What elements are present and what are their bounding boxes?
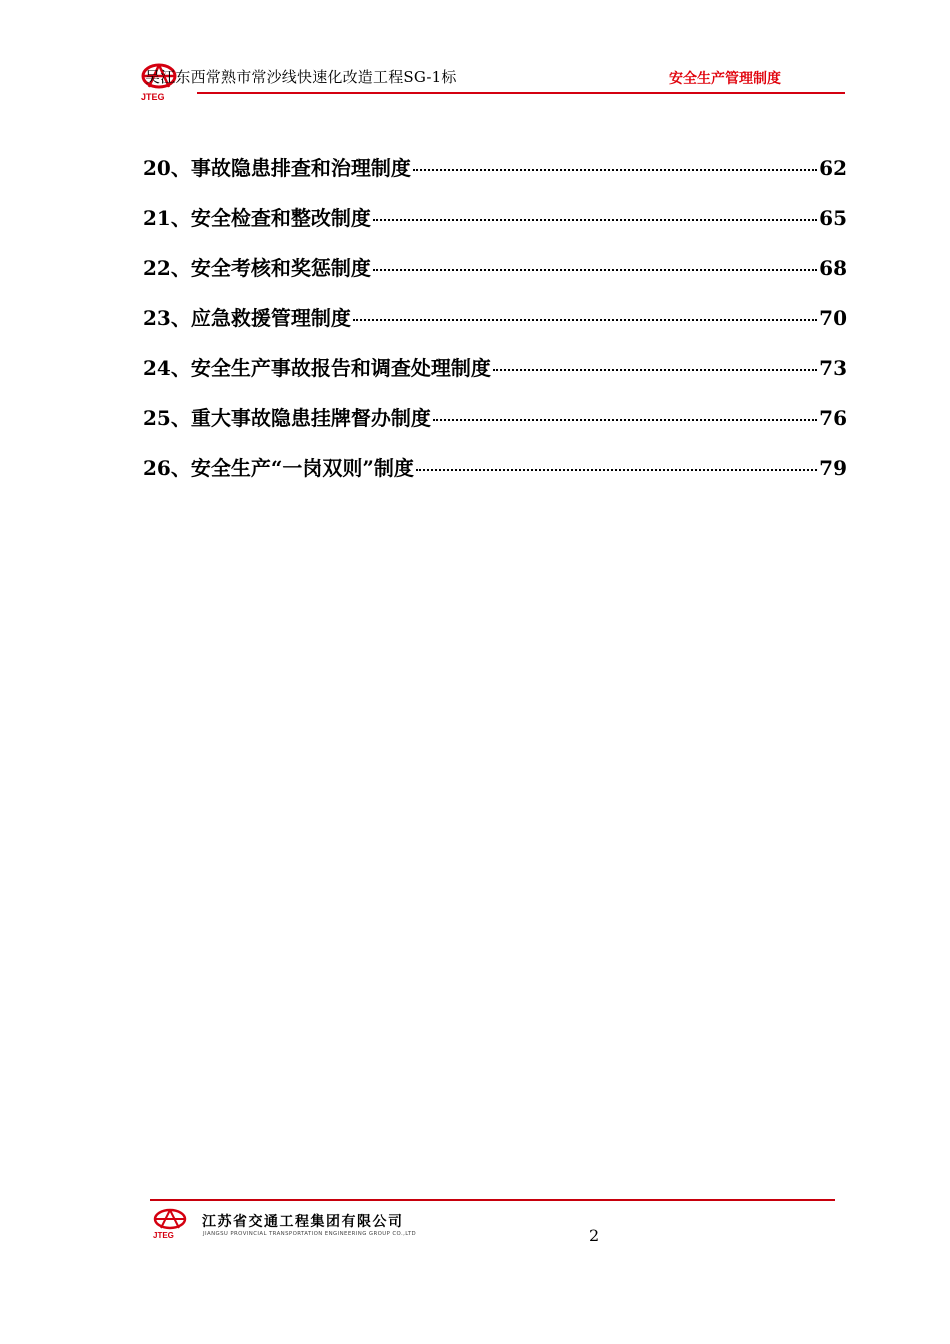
toc-leader-dots	[416, 469, 817, 471]
toc-entry-page: 70	[819, 306, 847, 330]
toc-entry-page: 62	[819, 156, 847, 180]
toc-entry[interactable]	[143, 302, 847, 352]
toc-entry-label: 23、应急救援管理制度	[143, 306, 351, 330]
svg-text:JTEG: JTEG	[153, 1231, 174, 1239]
toc-entry[interactable]	[143, 152, 847, 202]
toc-entry-page: 65	[819, 206, 847, 230]
toc-entry-label: 21、安全检查和整改制度	[143, 206, 371, 230]
toc-entry-page: 79	[819, 456, 847, 480]
header-title: 吴江东西常熟市常沙线快速化改造工程SG-1标	[145, 68, 457, 86]
toc-entry[interactable]	[143, 352, 847, 402]
header-divider	[197, 92, 845, 94]
footer-company-name: 江苏省交通工程集团有限公司	[202, 1214, 404, 1230]
page-header	[135, 62, 845, 102]
footer-company-name-en: JIANGSU PROVINCIAL TRANSPORTATION ENGINEERING GROUP CO.,LTD	[203, 1231, 417, 1237]
toc-entry[interactable]	[143, 202, 847, 252]
toc-entry[interactable]	[143, 252, 847, 302]
toc-entry[interactable]	[143, 402, 847, 452]
page-number: 2	[589, 1226, 600, 1245]
toc-entry-label: 26、安全生产“一岗双则”制度	[143, 456, 414, 480]
company-logo-icon	[150, 1207, 190, 1239]
table-of-contents	[143, 152, 847, 502]
svg-text:JTEG: JTEG	[141, 92, 165, 102]
header-right-title: 安全生产管理制度	[669, 71, 781, 87]
toc-entry-label: 24、安全生产事故报告和调查处理制度	[143, 356, 491, 380]
toc-leader-dots	[493, 369, 817, 371]
toc-entry-label: 22、安全考核和奖惩制度	[143, 256, 371, 280]
toc-leader-dots	[373, 219, 817, 221]
toc-leader-dots	[413, 169, 817, 171]
toc-leader-dots	[353, 319, 817, 321]
toc-leader-dots	[373, 269, 817, 271]
toc-entry[interactable]	[143, 452, 847, 502]
toc-leader-dots	[433, 419, 817, 421]
toc-entry-label: 25、重大事故隐患挂牌督办制度	[143, 406, 431, 430]
toc-entry-page: 68	[819, 256, 847, 280]
toc-entry-label: 20、事故隐患排查和治理制度	[143, 156, 411, 180]
toc-entry-page: 76	[819, 406, 847, 430]
footer-divider	[150, 1199, 835, 1201]
toc-entry-page: 73	[819, 356, 847, 380]
page-footer	[150, 1195, 835, 1245]
